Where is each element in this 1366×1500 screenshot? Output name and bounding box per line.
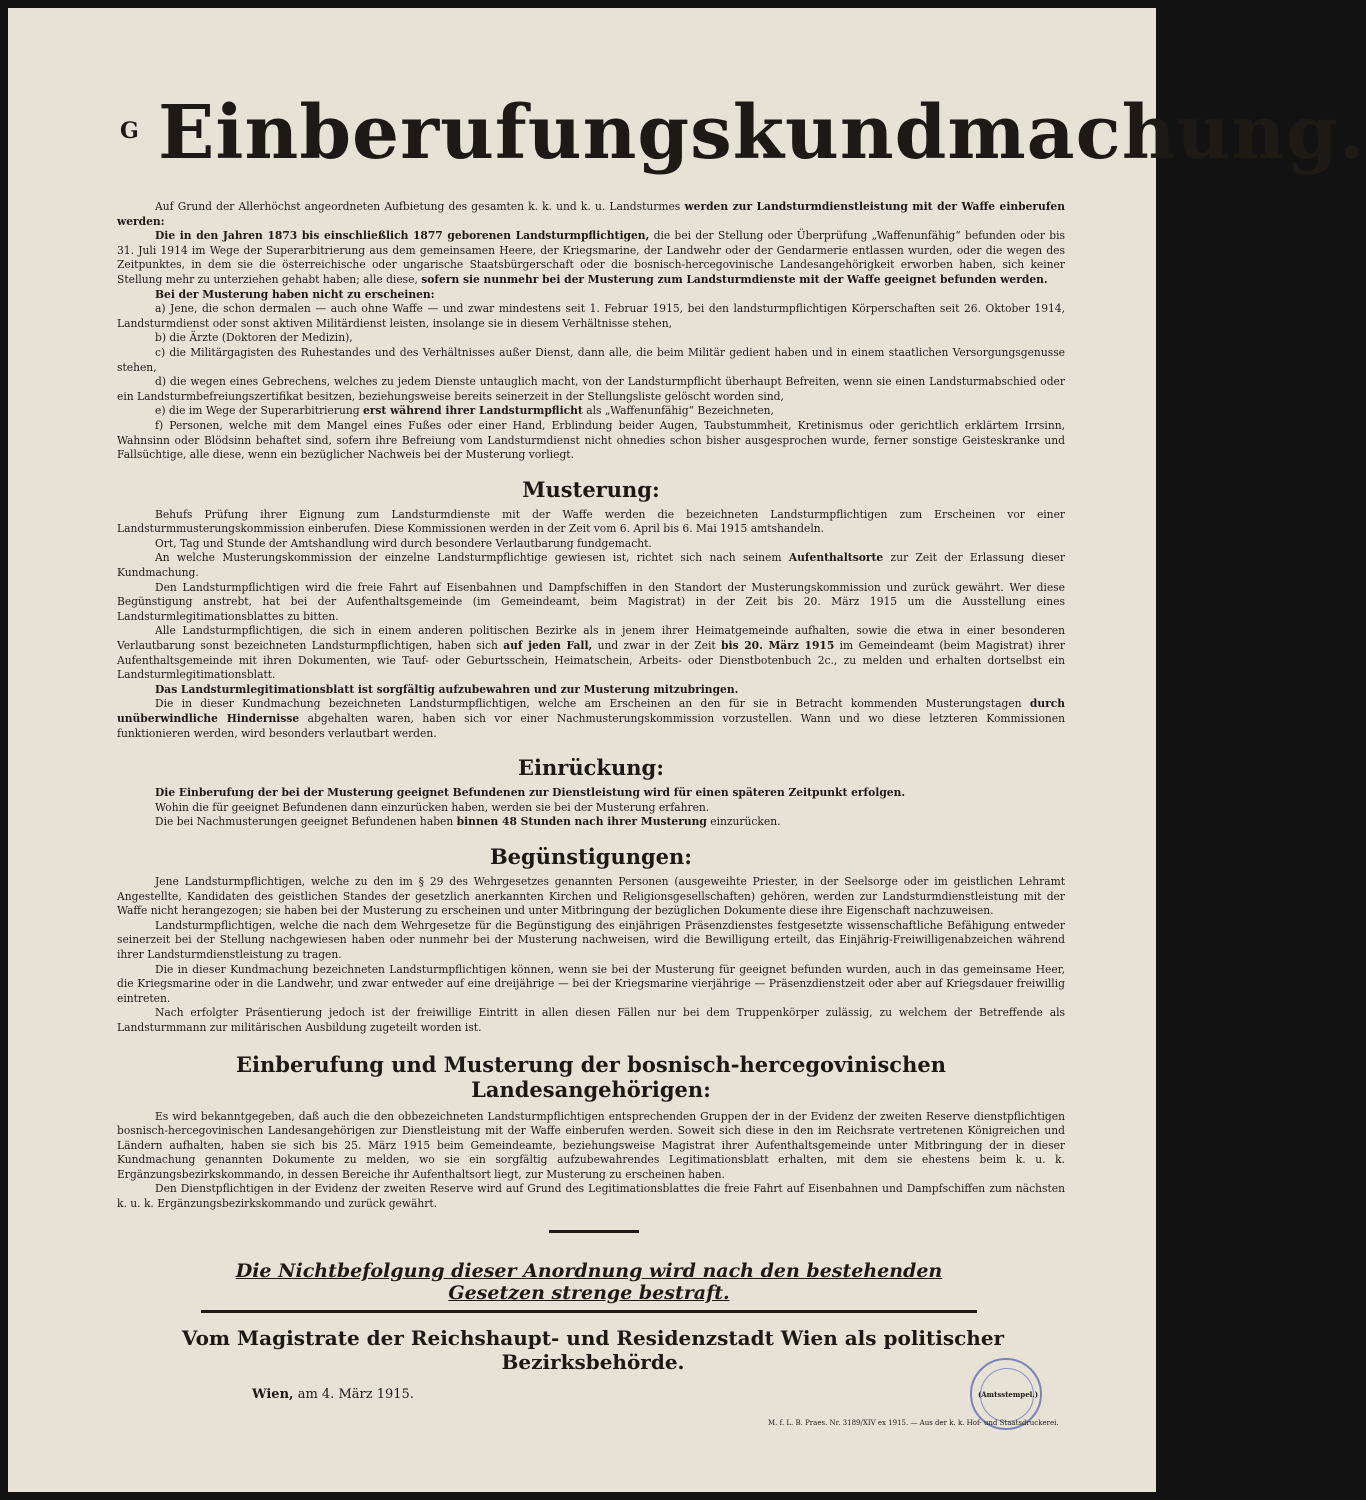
section-heading-einrueckung: Einrückung:: [518, 755, 664, 781]
exemption-e: e) die im Wege der Superarbitrierung erst während ihrer Landsturmpflicht als „Waffenunfähig“ Bezeichneten,: [155, 404, 774, 418]
musterung-paragraph: Das Landsturmlegitimationsblatt ist sorgfältig aufzubewahren und zur Musterung mitzubringen.: [155, 682, 739, 696]
musterung-paragraph: An welche Musterungskommission der einzelne Landsturmpflichtige gewiesen ist, richtet sich nach seinem Aufenthaltsorte zur Zeit der Erlassung dieser Kundmachung.: [117, 551, 1065, 580]
intro-paragraph: [117, 200, 1065, 229]
einrueckung-paragraph: Die bei Nachmusterungen geeignet Befundenen haben binnen 48 Stunden nach ihrer Musterung einzurücken.: [155, 815, 781, 829]
stamp-label: (Amtsstempel.): [977, 1390, 1039, 1399]
exemption-f: f) Personen, welche mit dem Mangel eines Fußes oder einer Hand, Erblindung beider Augen, Taubstummheit, Kretinismus oder gerichtlich erklärtem Irrsinn, Wahnsinn oder Blödsinn behaftet sind, sofern ihre Befreiung vom Landsturmdienst nicht ohnedies schon bisher ausgesprochen wurde, ferner sonstige Geisteskranke und Fallsüchtige, alle diese, wenn ein bezüglicher Nachweis bei der Musterung vorliegt.: [117, 418, 1065, 462]
exemption-d: d) die wegen eines Gebrechens, welches zu jedem Dienste untauglich macht, von der Landsturmpflicht überhaupt Befreiten, wenn sie einen Landsturmabschied oder ein Landsturmbefreiungszertifikat besitzen, beziehungsweise bereits seinerzeit in der Stellungsliste gelöscht worden sind,: [117, 375, 1065, 403]
exemption-c: c) die Militärgagisten des Ruhestandes und des Verhältnisses außer Dienst, dann alle, die beim Militär gedient haben und in einem staatlichen Versorgungsgenusse stehen,: [117, 345, 1065, 374]
penalty-warning: Die Nichtbefolgung dieser Anordnung wird nach den bestehenden Gesetzen strenge bestraft.: [201, 1260, 977, 1313]
cohort-emphasis: Die in den Jahren 1873 bis einschließlich 1877 geborenen Landsturmpflichtigen,: [155, 229, 650, 243]
printer-line: M. f. L. B. Praes. Nr. 3189/XIV ex 1915. — Aus der k. k. Hof- und Staatsdruckerei.: [768, 1419, 1059, 1427]
beguenstigungen-paragraph: Landsturmpflichtigen, welche die nach dem Wehrgesetze für die Begünstigung des einjährigen Präsenzdienstes festgesetzte wissenschaftliche Befähigung entweder seinerzeit bei der Stellung nachgewiesen haben oder nunmehr bei der Musterung nachweisen, wird die Bewilligung erteilt, das Einjährig-Freiwilligenabzeichen während ihrer Landsturmdienstleistung zu tragen.: [117, 918, 1065, 961]
beguenstigungen-paragraph: Jene Landsturmpflichtigen, welche zu den im § 29 des Wehrgesetzes genannten Personen (ausgeweihte Priester, in der Seelsorge oder im geistlichen Lehramt Angestellte, Kandidaten des geistlichen Standes der gesetzlich anerkannten Kirchen und Religionsgesellschaften) gehören, werden zur Landsturmdienstleistung mit der Waffe nicht herangezogen; sie haben bei der Musterung zu erscheinen und unter Mitbringung der bezüglichen Dokumente diese ihre Eigenschaft nachzuweisen.: [117, 874, 1065, 918]
cohort-text: die bei der Stellung oder Überprüfung „Waffenunfähig“ befunden oder bis 31. Juli 1914 im Wege der Superarbitrierung aus dem gemeinsamen Heere, der Kriegsmarine, der Landwehr oder der Gendarmerie entlassen wurden, oder die wegen des Zeitpunktes, in dem sie die österreichische oder ungarische Staatsbürgerschaft oder die bosnisch-hercegovinische Landesangehörigkeit erworben haben, sich keiner Stellung mehr zu unterziehen gehabt haben; alle diese,: [117, 229, 1065, 286]
cohort-condition: sofern sie nunmehr bei der Musterung zum Landsturmdienste mit der Waffe geeignet befunden werden.: [421, 272, 1048, 286]
issuing-authority: Vom Magistrate der Reichshaupt- und Residenzstadt Wien als politischer Bezirksbehörde.: [181, 1326, 1005, 1374]
exemption-a: a) Jene, die schon dermalen — auch ohne Waffe — und zwar mindestens seit 1. Februar 1915, bei den landsturmpflichtigen Körperschaften seit 26. Oktober 1914, Landsturmdienst oder sonst aktiven Militärdienst leisten, insolange sie in diesem Verhältnisse stehen,: [117, 302, 1065, 330]
musterung-paragraph: Alle Landsturmpflichtigen, die sich in einem anderen politischen Bezirke als in jenem ihrer Heimatgemeinde aufhalten, sowie die etwa in einer besonderen Verlautbarung sonst bezeichneten Landsturmpflichtigen, haben sich auf jeden Fall, und zwar in der Zeit bis 20. März 1915 im Gemeindeamt (beim Magistrat) ihrer Aufenthaltsgemeinde mit ihren Dokumenten, wie Tauf- oder Geburtsschein, Heimatschein, Arbeits- oder Dienstbotenbuch 2c., zu melden und erhalten dortselbst ein Landsturmlegitimationsblatt.: [117, 624, 1065, 682]
exemptions-heading: Bei der Musterung haben nicht zu erscheinen:: [155, 287, 435, 301]
poster-body: [117, 200, 1065, 1212]
beguenstigungen-paragraph: Nach erfolgter Präsentierung jedoch ist der freiwillige Eintritt in allen diesen Fällen nur bei dem Truppenkörper zulässig, zu welchem der Betreffende als Landsturmmann zur militärischen Ausbildung zugeteilt worden ist.: [117, 1006, 1065, 1034]
bosnisch-paragraph: Es wird bekanntgegeben, daß auch die den obbezeichneten Landsturmpflichtigen entsprechenden Gruppen der in der Evidenz der zweiten Reserve dienstpflichtigen bosnisch-hercegovinischen Landesangehörigen zur Dienstleistung mit der Waffe einberufen werden. Soweit sich diese in den im Reichsrate vertretenen Königreichen und Ländern aufhalten, haben sie sich bis 25. März 1915 beim Gemeindeamte, beziehungsweise Magistrat ihrer Aufenthaltsgemeinde unter Mitbringung der in dieser Kundmachung genannten Dokumente zu melden, wo sie ein sorgfältig aufzubewahrendes Legitimationsblatt erhalten, mit dem sie ehestens beim k. u. k. Ergänzungsbezirkskommando, in dessen Bereiche ihr Aufenthaltsort liegt, zur Musterung zu erscheinen haben.: [117, 1109, 1065, 1181]
corner-mark: G: [120, 118, 139, 144]
section-heading-beguenstigungen: Begünstigungen:: [489, 843, 693, 869]
poster-sheet: [8, 8, 1366, 1492]
section-heading-musterung: Musterung:: [522, 476, 660, 502]
musterung-paragraph: Behufs Prüfung ihrer Eignung zum Landsturmdienste mit der Waffe werden die bezeichneten Landsturmpflichtigen zum Erscheinen vor einer Landsturmmusterungskommission einberufen. Diese Kommissionen werden in der Zeit vom 6. April bis 6. Mai 1915 amtshandeln.: [117, 507, 1065, 536]
bosnisch-paragraph: Den Dienstpflichtigen in der Evidenz der zweiten Reserve wird auf Grund des Legitimationsblattes die freie Fahrt auf Eisenbahnen und Dampfschiffen zum nächsten k. u. k. Ergänzungsbezirkskommando und zurück gewährt.: [117, 1182, 1065, 1211]
einrueckung-paragraph: Die Einberufung der bei der Musterung geeignet Befundenen zur Dienstleistung wird für einen späteren Zeitpunkt erfolgen.: [155, 786, 906, 800]
musterung-paragraph: Ort, Tag und Stunde der Amtshandlung wird durch besondere Verlautbarung fundgemacht.: [155, 536, 652, 550]
beguenstigungen-paragraph: Die in dieser Kundmachung bezeichneten Landsturmpflichtigen können, wenn sie bei der Musterung für geeignet befunden wurden, auch in das gemeinsame Heer, die Kriegsmarine oder in die Landwehr, und zwar entweder auf eine dreijährige — bei der Kriegsmarine vierjährige — Präsenzdienstzeit oder aber auf Kriegsdauer freiwillig eintreten.: [117, 962, 1065, 1005]
section-heading-bosnisch: Einberufung und Musterung der bosnisch-hercegovinischen Landesangehörigen:: [236, 1051, 946, 1102]
divider-rule: [549, 1230, 639, 1233]
musterung-paragraph: Die in dieser Kundmachung bezeichneten Landsturmpflichtigen, welche am Erscheinen an den für sie in Betracht kommenden Musterungstagen durch unüberwindliche Hindernisse abgehalten waren, haben sich vor einer Nachmusterungskommission vorzustellen. Wann und wo diese letzteren Kommissionen funktionieren werden, wird besonders verlautbart werden.: [117, 697, 1065, 740]
cohort-paragraph: [117, 229, 1065, 287]
date-line: Wien, am 4. März 1915.: [252, 1387, 414, 1402]
einrueckung-paragraph: Wohin die für geeignet Befundenen dann einzurücken haben, werden sie bei der Musterung erfahren.: [155, 800, 710, 814]
intro-text: Auf Grund der Allerhöchst angeordneten Aufbietung des gesamten k. k. und k. u. Landsturmes: [155, 200, 685, 213]
exemption-b: b) die Ärzte (Doktoren der Medizin),: [155, 331, 353, 345]
intro-emphasis: werden zur Landsturmdienstleistung mit der Waffe einberufen werden:: [117, 200, 1065, 228]
page-title: Einberufungskundmachung.: [158, 90, 1366, 176]
musterung-paragraph: Den Landsturmpflichtigen wird die freie Fahrt auf Eisenbahnen und Dampfschiffen in den Standort der Musterungskommission und zurück gewährt. Wer diese Begünstigung anstrebt, hat bei der Aufenthaltsgemeinde (im Gemeindeamt, beim Magistrat) in der Zeit bis 20. März 1915 um die Ausstellung eines Landsturmlegitimationsblattes zu bitten.: [117, 580, 1065, 623]
